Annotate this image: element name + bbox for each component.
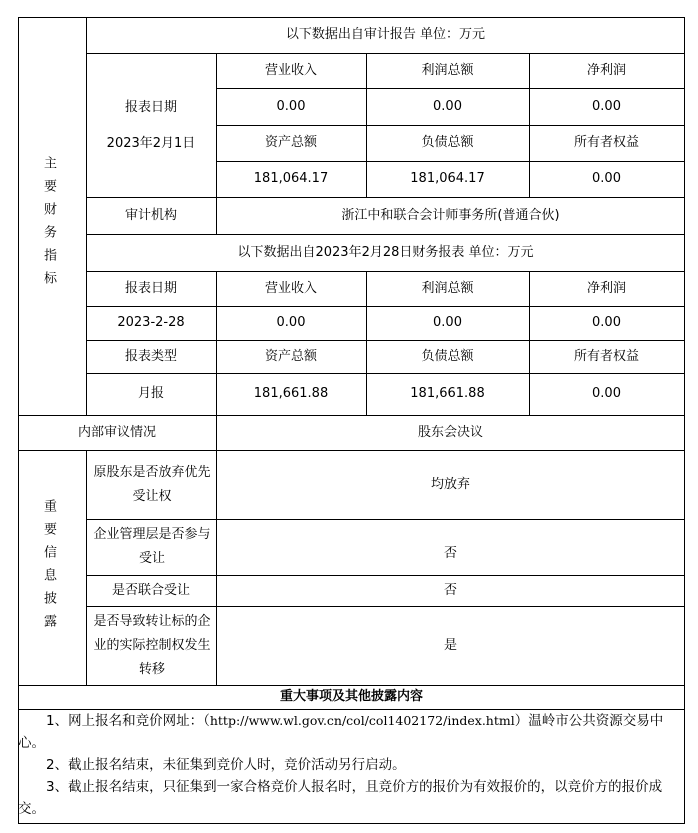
disclosure-answer: 均放弃 <box>430 476 470 492</box>
monthly-date-label: 报表日期 <box>124 280 177 296</box>
internal-review-label: 内部审议情况 <box>77 424 156 440</box>
note-item-1-suffix: ）温岭市公共资源交易中心。 <box>18 713 664 751</box>
disclosure-question: 企业管理层是否参与受让 <box>93 527 211 566</box>
audit-col-header: 净利润 <box>586 62 626 78</box>
disclosure-question: 是否联合受让 <box>111 582 190 598</box>
monthly-value: 0.00 <box>276 315 306 330</box>
monthly-header: 以下数据出自2023年2月28日财务报表 单位：万元 <box>237 244 534 260</box>
monthly-type-value: 月报 <box>137 386 164 401</box>
monthly-date-value: 2023-2-28 <box>117 315 185 330</box>
disclosure-answer: 否 <box>443 545 457 561</box>
monthly-col-header: 负债总额 <box>421 348 474 364</box>
monthly-value: 0.00 <box>592 315 621 330</box>
monthly-col-header: 利润总额 <box>421 280 474 296</box>
disclosure-answer: 是 <box>443 637 457 653</box>
audit-col-header: 负债总额 <box>421 135 474 150</box>
monthly-col-header: 营业收入 <box>264 280 317 296</box>
monthly-value: 0.00 <box>592 386 621 401</box>
audit-col-header: 利润总额 <box>421 62 474 78</box>
audit-date-value: 2023年2月1日 <box>106 135 196 151</box>
disclosure-section-label: 重要信息披露 <box>41 499 56 637</box>
financial-section-label: 主要财务指标 <box>41 156 56 294</box>
audit-date-cell <box>86 53 216 198</box>
audit-value: 0.00 <box>592 98 621 114</box>
audit-date-label: 报表日期 <box>124 99 177 115</box>
monthly-value: 181,661.88 <box>410 386 485 401</box>
audit-value: 181,064.17 <box>253 171 329 186</box>
note-item-2: 2、截止报名结束，未征集到竞价人时，竞价活动另行启动。 <box>46 757 406 773</box>
monthly-col-header: 资产总额 <box>264 348 317 364</box>
monthly-col-header: 所有者权益 <box>573 348 639 364</box>
audit-value: 0.00 <box>592 171 621 186</box>
audit-value: 0.00 <box>276 98 306 114</box>
monthly-col-header: 净利润 <box>586 280 626 296</box>
audit-col-header: 所有者权益 <box>573 135 639 150</box>
internal-review-value: 股东会决议 <box>417 424 483 440</box>
note-item-3: 3、截止报名结束，只征集到一家合格竞价人报名时，且竞价方的报价为有效报价的，以竞价方的报价成交。 <box>18 779 663 817</box>
audit-col-header: 资产总额 <box>264 135 317 150</box>
notes-title: 重大事项及其他披露内容 <box>279 689 423 704</box>
monthly-value: 0.00 <box>433 315 462 330</box>
audit-header: 以下数据出自审计报告 单位：万元 <box>285 27 486 42</box>
audit-org-label: 审计机构 <box>124 207 177 223</box>
audit-col-header: 营业收入 <box>264 62 317 78</box>
disclosure-question: 是否导致转让标的企业的实际控制权发生转移 <box>93 613 211 677</box>
audit-value: 0.00 <box>433 98 462 114</box>
audit-value: 181,064.17 <box>410 171 485 186</box>
note-item-1 <box>18 710 684 754</box>
disclosure-answer: 否 <box>443 582 457 598</box>
audit-org-value: 浙江中和联合会计师事务所(普通合伙) <box>341 207 560 223</box>
monthly-type-label: 报表类型 <box>124 348 177 364</box>
note-item-1-url[interactable]: http://www.wl.gov.cn/col/col1402172/index.html <box>209 713 515 728</box>
note-item-1-prefix: 1、网上报名和竞价网址：（ <box>46 713 210 729</box>
monthly-value: 181,661.88 <box>253 386 329 401</box>
disclosure-question: 原股东是否放弃优先受让权 <box>93 464 211 504</box>
